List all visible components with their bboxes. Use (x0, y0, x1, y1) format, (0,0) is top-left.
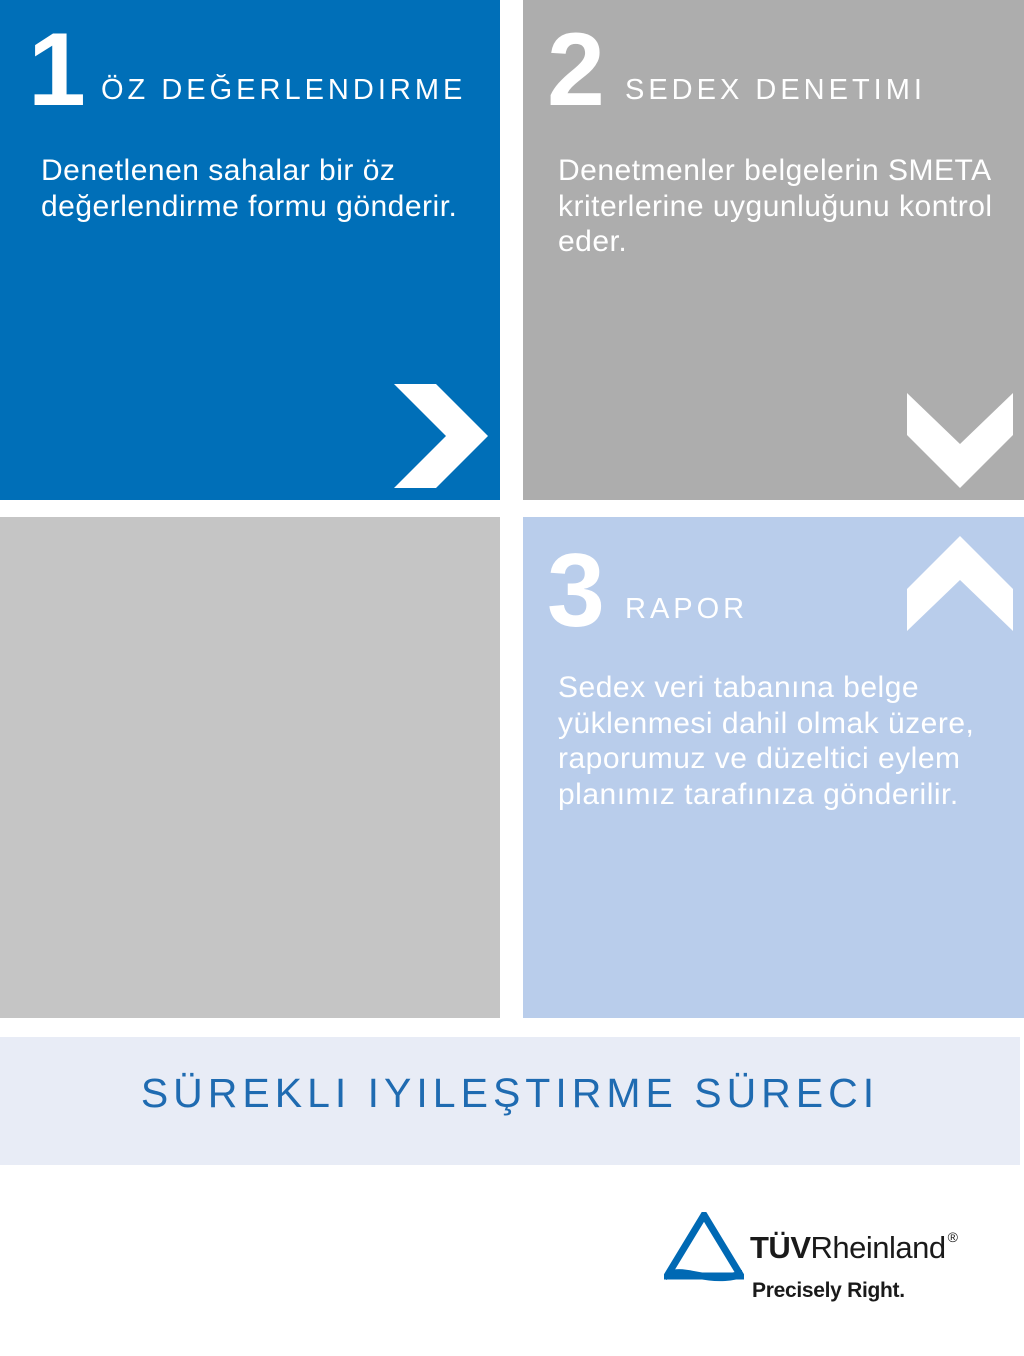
chevron-down-icon (907, 393, 1013, 489)
brand-name-rest: Rheinland (810, 1230, 946, 1265)
banner-title: SÜREKLI IYILEŞTIRME SÜRECI (140, 1070, 880, 1116)
empty-tile (0, 517, 500, 1018)
tuv-rheinland-logo (664, 1212, 1014, 1312)
tuv-triangle-logo-icon (664, 1212, 744, 1282)
step-3-number: 3 (547, 533, 603, 649)
step-2-tile (523, 0, 1024, 500)
step-1-tile (0, 0, 500, 500)
registered-mark: ® (947, 1229, 958, 1245)
step-3-title: RAPOR (625, 593, 749, 625)
step-3-tile (523, 517, 1024, 1018)
continuous-improvement-banner (0, 1037, 1020, 1165)
chevron-right-icon (392, 382, 490, 490)
step-1-number: 1 (28, 12, 84, 128)
step-3-description: Sedex veri tabanına belge yüklenmesi dahil olmak üzere, raporumuz ve düzeltici eylem planımız tarafınıza gönderilir. (558, 671, 975, 811)
chevron-up-icon (907, 535, 1013, 631)
step-2-number: 2 (547, 12, 603, 128)
step-2-description: Denetmenler belgelerin SMETA kriterlerine uygunluğunu kontrol eder. (558, 154, 993, 258)
brand-name (750, 1229, 958, 1265)
brand-tagline: Precisely Right. (752, 1279, 905, 1302)
step-2-title: SEDEX DENETIMI (625, 74, 926, 106)
step-1-title: ÖZ DEĞERLENDIRME (101, 74, 467, 106)
step-1-description: Denetlenen sahalar bir öz değerlendirme formu gönderir. (41, 154, 458, 223)
brand-name-bold: TÜV (750, 1230, 811, 1265)
